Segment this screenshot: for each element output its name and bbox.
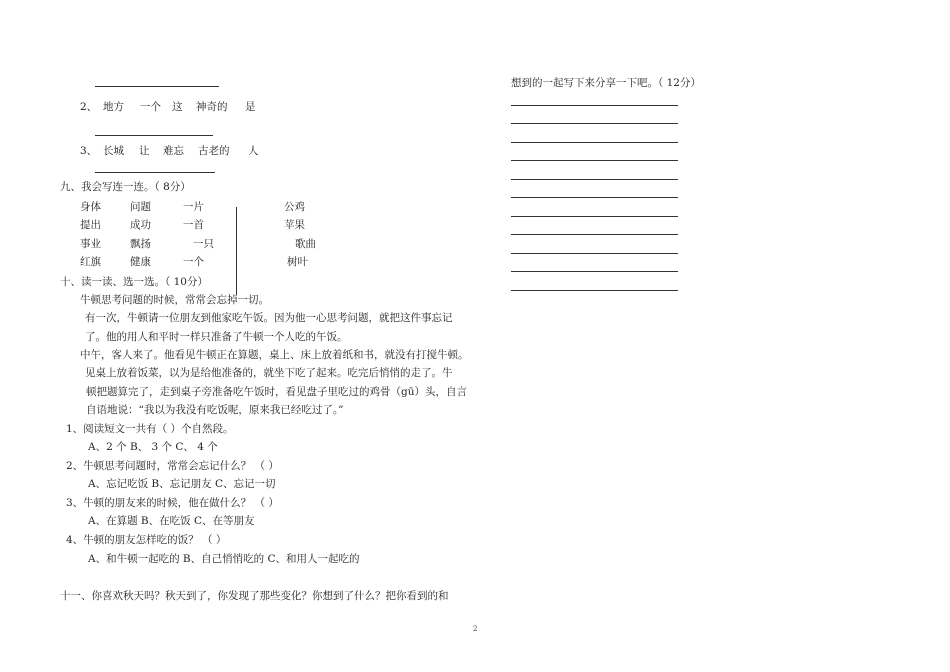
question-text: 2、牛顿思考问题时，常常会忘记什么？ （ ）	[66, 460, 279, 472]
writing-line[interactable]	[511, 123, 678, 124]
match-word[interactable]: 苹果	[284, 219, 305, 231]
section-11-title: 十一、你喜欢秋天吗？秋天到了，你发现了那些变化？你想到了什么？把你看到的和	[60, 590, 449, 602]
match-word[interactable]: 一个	[183, 256, 204, 268]
match-word[interactable]: 问题	[130, 201, 151, 213]
match-word[interactable]: 一首	[183, 219, 204, 231]
match-word[interactable]: 提出	[80, 219, 101, 231]
writing-line[interactable]	[511, 234, 678, 235]
match-word[interactable]: 健康	[130, 256, 151, 268]
question-text: 3、牛顿的朋友来的时候，他在做什么？ （ ）	[66, 497, 279, 509]
writing-line[interactable]	[511, 290, 678, 291]
question-2-word: 是	[245, 101, 256, 113]
passage-line: 牛顿思考问题的时候，常常会忘掉一切。	[80, 294, 269, 306]
match-word[interactable]: 红旗	[80, 256, 101, 268]
passage-line: 见桌上放着饭菜，以为是给他准备的，就坐下吃了起来。吃完后悄悄的走了。牛	[85, 367, 453, 379]
answer-options[interactable]: A、和牛顿一起吃的 B、自己悄悄吃的 C、和用人一起吃的	[88, 553, 360, 565]
writing-line[interactable]	[511, 271, 678, 272]
passage-line: 顿把题算完了，走到桌子旁准备吃午饭时，看见盘子里吃过的鸡骨（gū）头，自言	[86, 386, 467, 398]
passage-line: 了。他的用人和平时一样只准备了牛顿一个人吃的午饭。	[85, 331, 348, 343]
question-text: 1、阅读短文一共有（ ）个自然段。	[66, 423, 234, 435]
section-11-continuation: 想到的一起写下来分享一下吧。（ 12分）	[511, 77, 701, 89]
question-3-word: 难忘	[163, 145, 184, 157]
writing-line[interactable]	[511, 197, 678, 198]
question-2-word: 神奇的	[196, 101, 228, 113]
writing-line[interactable]	[511, 105, 678, 106]
passage-line: 自语地说：“我以为我没有吃饭呢，原来我已经吃过了。”	[86, 404, 344, 416]
page-number: 2	[473, 625, 478, 633]
section-10-title: 十、读一读、选一选。（ 10分）	[60, 276, 208, 288]
match-word[interactable]: 一片	[183, 201, 204, 213]
answer-line-q2[interactable]	[95, 135, 213, 136]
answer-options[interactable]: A、2 个 B、 3 个 C、 4 个	[88, 441, 218, 453]
question-2-number: 2、	[80, 101, 98, 113]
question-3-word: 人	[248, 145, 259, 157]
question-2-word: 一个	[140, 101, 161, 113]
writing-line[interactable]	[511, 253, 678, 254]
match-word[interactable]: 一只	[193, 238, 214, 250]
match-word[interactable]: 飘扬	[130, 238, 151, 250]
question-3-word: 长城	[103, 145, 124, 157]
answer-options[interactable]: A、在算题 B、在吃饭 C、在等朋友	[88, 515, 255, 527]
question-3-number: 3、	[80, 145, 98, 157]
question-2-word: 这	[172, 101, 183, 113]
match-word[interactable]: 树叶	[287, 256, 308, 268]
section-9-title: 九、我会写连一连。（ 8分）	[60, 181, 191, 193]
question-text: 4、牛顿的朋友怎样吃的饭？ （ ）	[66, 534, 227, 546]
question-3-word: 古老的	[198, 145, 230, 157]
match-word[interactable]: 歌曲	[295, 238, 316, 250]
writing-line[interactable]	[511, 142, 678, 143]
answer-options[interactable]: A、忘记吃饭 B、忘记朋友 C、忘记一切	[88, 478, 276, 490]
divider-line	[236, 207, 237, 295]
writing-line[interactable]	[511, 216, 678, 217]
match-word[interactable]: 身体	[80, 201, 101, 213]
answer-line-top[interactable]	[95, 86, 219, 87]
question-2-word: 地方	[103, 101, 124, 113]
match-word[interactable]: 公鸡	[284, 201, 305, 213]
question-3-word: 让	[139, 145, 150, 157]
passage-line: 有一次，牛顿请一位朋友到他家吃午饭。因为他一心思考问题，就把这件事忘记	[85, 312, 453, 324]
answer-line-q3[interactable]	[95, 172, 215, 173]
match-word[interactable]: 成功	[130, 219, 151, 231]
writing-line[interactable]	[511, 160, 678, 161]
passage-line: 中午，客人来了。他看见牛顿正在算题，桌上、床上放着纸和书，就没有打搅牛顿。	[80, 349, 469, 361]
match-word[interactable]: 事业	[80, 238, 101, 250]
writing-line[interactable]	[511, 179, 678, 180]
